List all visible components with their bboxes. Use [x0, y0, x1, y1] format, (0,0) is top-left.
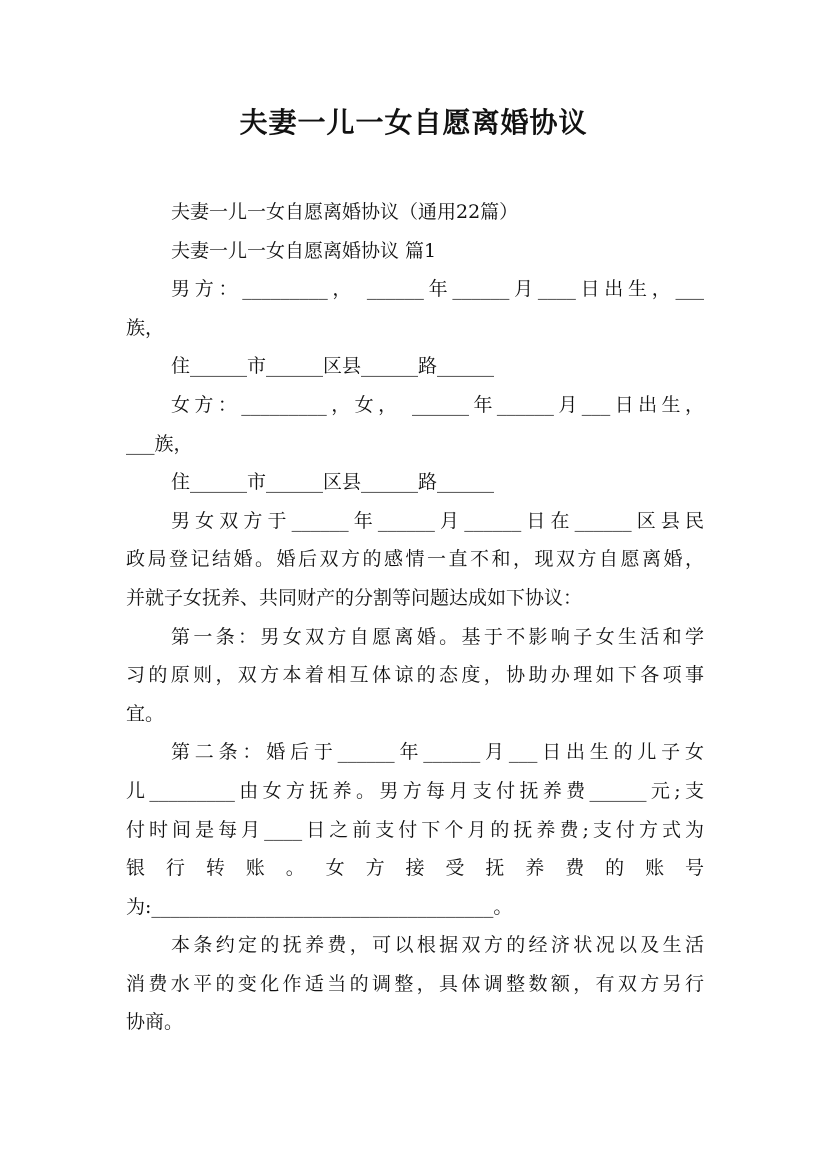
female-party-line-cont: ___族， [126, 432, 193, 455]
adjustment-line: 消费水平的变化作适当的调整，具体调整数额，有双方另行 [126, 972, 704, 995]
paragraph-line: 政局登记结婚。婚后双方的感情一直不和，现双方自愿离婚， [126, 548, 704, 571]
female-address-line: 住______市______区县______路______ [171, 471, 495, 494]
female-party-line: 女方：_________，女， ______年______月___日出生， [171, 393, 704, 416]
adjustment-line: 协商。 [126, 1011, 184, 1034]
article-two-line: 第二条：婚后于______年______月___日出生的儿子女 [171, 741, 704, 764]
article-one-line: 习的原则，双方本着相互体谅的态度，协助办理如下各项事 [126, 664, 704, 687]
article-two-line: 儿_________由女方抚养。男方每月支付抚养费______元;支 [126, 779, 704, 802]
paragraph-line: 男女双方于______年______月______日在______区县民 [171, 509, 704, 532]
male-party-line: 男方：_________， ______年______月____日出生，___ [171, 278, 704, 301]
article-two-line: 付时间是每月____日之前支付下个月的抚养费;支付方式为 [126, 818, 704, 841]
male-address-line: 住______市______区县______路______ [171, 355, 495, 378]
paragraph-line: 并就子女抚养、共同财产的分割等问题达成如下协议： [126, 586, 583, 609]
adjustment-line: 本条约定的抚养费，可以根据双方的经济状况以及生活 [171, 934, 704, 957]
article-one-line: 宜。 [126, 702, 165, 725]
section-heading: 夫妻一儿一女自愿离婚协议 篇1 [171, 239, 437, 262]
article-two-line: 银 行 转 账 。 女 方 接 受 抚 养 费 的 账 号 [126, 857, 704, 880]
male-party-line-cont: 族， [126, 316, 165, 339]
document-title: 夫妻一儿一女自愿离婚协议 [239, 106, 588, 139]
subtitle-line: 夫妻一儿一女自愿离婚协议（通用22篇） [171, 201, 519, 223]
document-body [126, 193, 704, 1042]
article-one-line: 第一条：男女双方自愿离婚。基于不影响子女生活和学 [171, 625, 704, 648]
article-two-line: 为:____________________________________。 [126, 895, 513, 918]
